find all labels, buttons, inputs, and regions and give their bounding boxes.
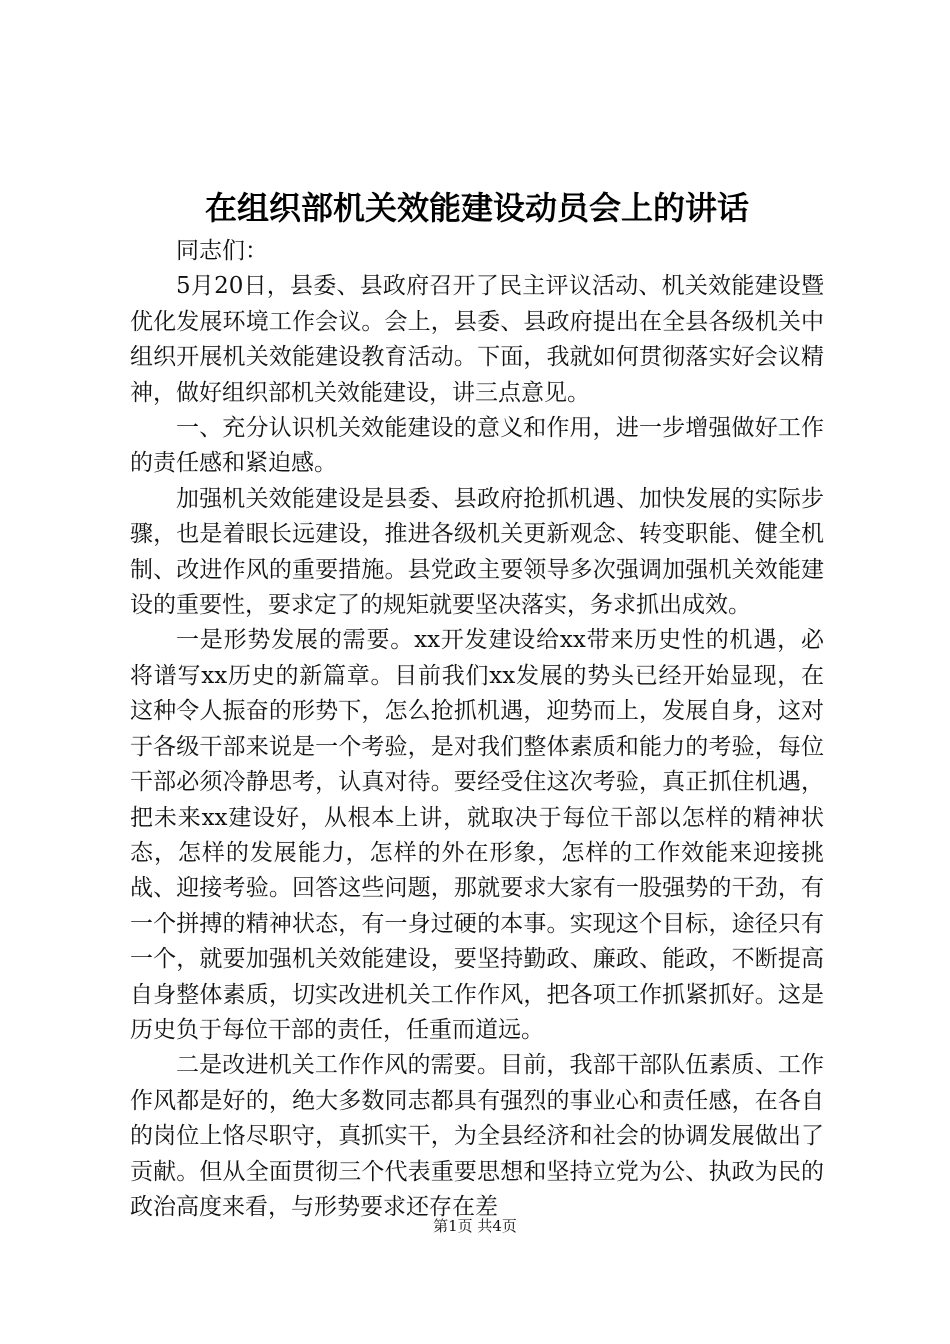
paragraph-intro: 5月20日，县委、县政府召开了民主评议活动、机关效能建设暨优化发展环境工作会议。会上，县委、县政府提出在全县各级机关中组织开展机关效能建设教育活动。下面，我就如何贯彻落实好会议精神，做好组织部机关效能建设，讲三点意见。 [130, 273, 824, 406]
page-number-footer: 第1页 共4页 [433, 1217, 517, 1235]
paragraph-point-two: 二是改进机关工作作风的需要。目前，我部干部队伍素质、工作作风都是好的，绝大多数同志都具有强烈的事业心和责任感，在各自的岗位上恪尽职守，真抓实干，为全县经济和社会的协调发展做出了贡献。但从全面贯彻三个代表重要思想和坚持立党为公、执政为民的政治高度来看，与形势要求还存在差 [130, 1052, 824, 1220]
paragraph-point-one: 一是形势发展的需要。xx开发建设给xx带来历史性的机遇，必将谱写xx历史的新篇章。目前我们xx发展的势头已经开始显现，在这种令人振奋的形势下，怎么抢抓机遇，迎势而上，发展自身，这对于各级干部来说是一个考验，是对我们整体素质和能力的考验，每位干部必须冷静思考，认真对待。要经受住这次考验，真正抓住机遇，把未来xx建设好，从根本上讲，就取决于每位干部以怎样的精神状态，怎样的发展能力，怎样的外在形象，怎样的工作效能来迎接挑战、迎接考验。回答这些问题，那就要求大家有一股强势的干劲，有一个拼搏的精神状态，有一身过硬的本事。实现这个目标，途径只有一个，就要加强机关效能建设，要坚持勤政、廉政、能政，不断提高自身整体素质，切实改进机关工作作风，把各项工作抓紧抓好。这是历史负于每位干部的责任，任重而道远。 [130, 627, 824, 1043]
paragraph-body: 加强机关效能建设是县委、县政府抢抓机遇、加快发展的实际步骤，也是着眼长远建设，推进各级机关更新观念、转变职能、健全机制、改进作风的重要措施。县党政主要领导多次强调加强机关效能建设的重要性，要求定了的规矩就要坚决落实，务求抓出成效。 [130, 485, 824, 619]
paragraph-section-heading: 一、充分认识机关效能建设的意义和作用，进一步增强做好工作的责任感和紧迫感。 [130, 415, 824, 477]
document-body [130, 234, 824, 1225]
document-title: 在组织部机关效能建设动员会上的讲话 [204, 189, 749, 227]
paragraph-salutation: 同志们： [176, 238, 268, 264]
